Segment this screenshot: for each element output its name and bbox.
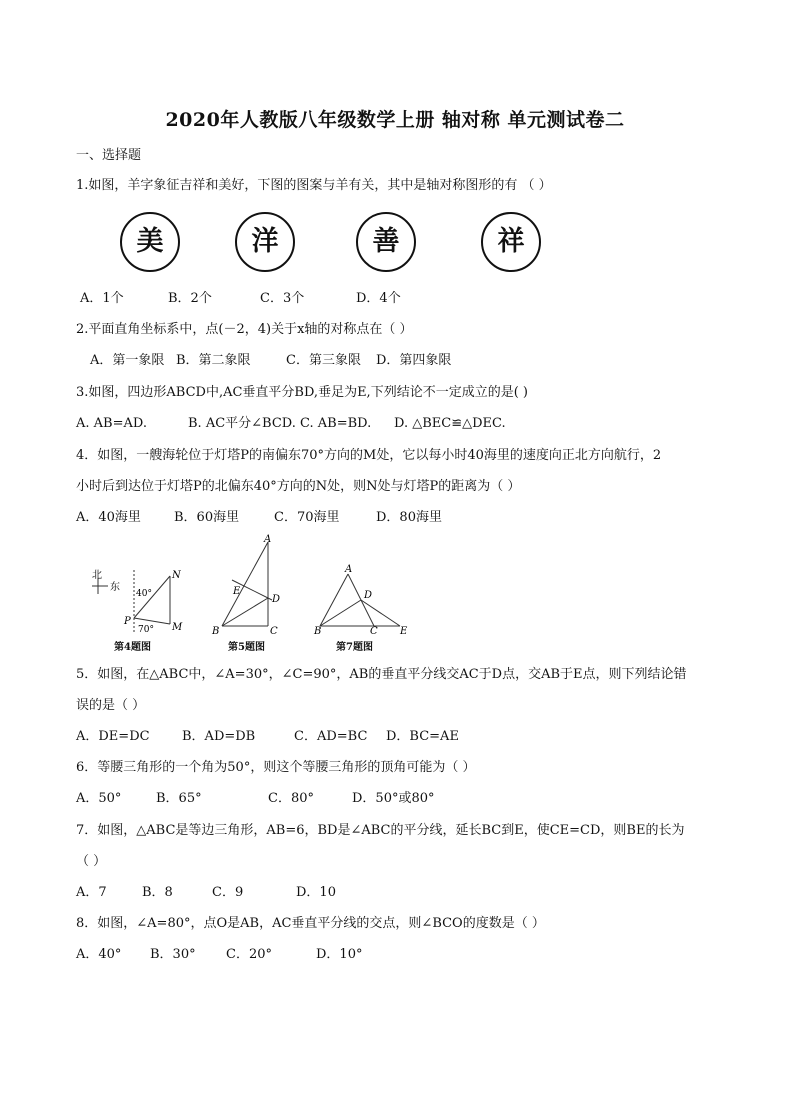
fig5-point-e: E	[233, 586, 241, 597]
q5-option-b: B．AD=DB	[182, 729, 256, 744]
q5-options	[76, 728, 459, 746]
q4-stem-line1: 4．如图，一艘海轮位于灯塔P的南偏东70°方向的M处，它以每小时40海里的速度向正北方向航行，2	[76, 448, 662, 463]
q6-options	[76, 790, 435, 808]
fig4-point-p: P	[124, 616, 131, 627]
q4-stem-line2: 小时后到达位于灯塔P的北偏东40°方向的N处，则N处与灯塔P的距离为（ ）	[76, 479, 521, 494]
fig5-segment-bd	[222, 598, 268, 626]
fig7-point-c: C	[370, 626, 378, 637]
fig4-line-pm	[134, 618, 170, 624]
fig4-diagram	[78, 534, 188, 652]
q4-option-c: C．70海里	[274, 510, 340, 525]
q5-option-c: C．AD=BC	[294, 729, 368, 744]
fig4-point-n: N	[172, 570, 181, 581]
q3-option-b: B. AC平分∠BCD.	[188, 416, 296, 431]
q5-option-d: D．BC=AE	[386, 729, 459, 744]
q6-option-d: D．50°或80°	[352, 791, 435, 806]
q8-option-c: C．20°	[226, 947, 272, 962]
fig5-point-a: A	[264, 534, 272, 545]
q3-stem: 3.如图，四边形ABCD中,AC垂直平分BD,垂足为E,下列结论不一定成立的是( )	[76, 385, 528, 400]
q6-option-c: C．80°	[268, 791, 314, 806]
q7-option-c: C．9	[212, 885, 244, 900]
fig5-point-b: B	[212, 626, 220, 637]
q4-option-d: D．80海里	[376, 510, 442, 525]
fig5-point-c: C	[270, 626, 278, 637]
fig7-diagram	[312, 534, 416, 652]
pattern-circle-mei: 美	[120, 212, 180, 272]
fig7-side-ab	[320, 574, 348, 626]
q3-option-c: C. AB=BD.	[300, 416, 372, 431]
q8-options	[76, 946, 362, 964]
q1-option-c: C．3个	[260, 291, 305, 306]
fig5-point-d: D	[272, 594, 281, 605]
q6-option-b: B．65°	[156, 791, 202, 806]
q8-option-b: B．30°	[150, 947, 196, 962]
fig5-caption: 第5题图	[228, 642, 265, 653]
fig7-point-e: E	[400, 626, 408, 637]
q8-option-a: A．40°	[76, 947, 122, 962]
q4-option-b: B．60海里	[174, 510, 240, 525]
q1-option-a: A．1个	[80, 291, 124, 306]
fig4-east-label: 东	[110, 582, 120, 593]
q2-option-c: C．第三象限	[286, 353, 361, 368]
q2-option-b: B．第二象限	[176, 353, 251, 368]
q1-option-b: B．2个	[168, 291, 212, 306]
fig7-point-d: D	[364, 590, 373, 601]
figures-row	[78, 534, 438, 652]
pattern-circle-yang: 洋	[235, 212, 295, 272]
q7-option-b: B．8	[142, 885, 173, 900]
section-heading: 一、选择题	[76, 148, 142, 163]
pattern-circle-shan: 善	[356, 212, 416, 272]
q6-option-a: A．50°	[76, 791, 122, 806]
q8-stem: 8．如图，∠A=80°，点O是AB，AC垂直平分线的交点，则∠BCO的度数是（ ）	[76, 916, 545, 931]
q3-option-a: A. AB=AD.	[76, 416, 147, 431]
q1-stem: 1.如图，羊字象征吉祥和美好，下图的图案与羊有关，其中是轴对称图形的有 （ ）	[76, 178, 552, 193]
fig4-north-label: 北	[92, 570, 102, 581]
fig7-segment-de	[361, 600, 400, 626]
fig4-angle-bottom: 70°	[138, 625, 154, 635]
fig4-caption: 第4题图	[114, 642, 151, 653]
fig7-caption: 第7题图	[336, 642, 373, 653]
q4-options	[76, 509, 442, 527]
q8-option-d: D．10°	[316, 947, 363, 962]
q7-option-d: D．10	[296, 885, 336, 900]
q3-option-d: D. △BEC≌△DEC.	[394, 416, 506, 431]
q4-option-a: A．40海里	[76, 510, 141, 525]
q7-options	[76, 884, 336, 902]
q5-option-a: A．DE=DC	[76, 729, 150, 744]
q2-stem: 2.平面直角坐标系中，点(－2，4)关于x轴的对称点在（ ）	[76, 322, 413, 337]
fig5-side-ab	[222, 542, 268, 626]
fig4-point-m: M	[172, 622, 183, 633]
fig7-point-a: A	[345, 564, 353, 575]
q2-option-d: D．第四象限	[376, 353, 452, 368]
q1-pattern-row	[0, 212, 790, 272]
q5-stem-line1: 5．如图，在△ABC中，∠A=30°，∠C=90°，AB的垂直平分线交AC于D点，交AB于E点，则下列结论错	[76, 667, 687, 682]
q7-option-a: A．7	[76, 885, 107, 900]
q2-options	[90, 352, 451, 370]
q7-stem-line1: 7．如图，△ABC是等边三角形，AB=6，BD是∠ABC的平分线，延长BC到E，使CE=CD，则BE的长为	[76, 823, 685, 838]
pattern-circle-xiang: 祥	[481, 212, 541, 272]
q5-stem-line2: 误的是（ ）	[76, 698, 146, 713]
fig7-point-b: B	[314, 626, 322, 637]
page-title: 2020年人教版八年级数学上册 轴对称 单元测试卷二	[165, 109, 625, 131]
fig5-diagram	[210, 534, 290, 652]
q3-options	[76, 415, 506, 433]
fig7-segment-bd	[320, 600, 361, 626]
q7-stem-line2: （ ）	[76, 854, 107, 869]
q1-option-d: D．4个	[356, 291, 401, 306]
q2-option-a: A．第一象限	[90, 353, 165, 368]
q1-options	[80, 290, 401, 308]
q6-stem: 6．等腰三角形的一个角为50°，则这个等腰三角形的顶角可能为（ ）	[76, 760, 476, 775]
fig4-angle-top: 40°	[136, 589, 152, 599]
